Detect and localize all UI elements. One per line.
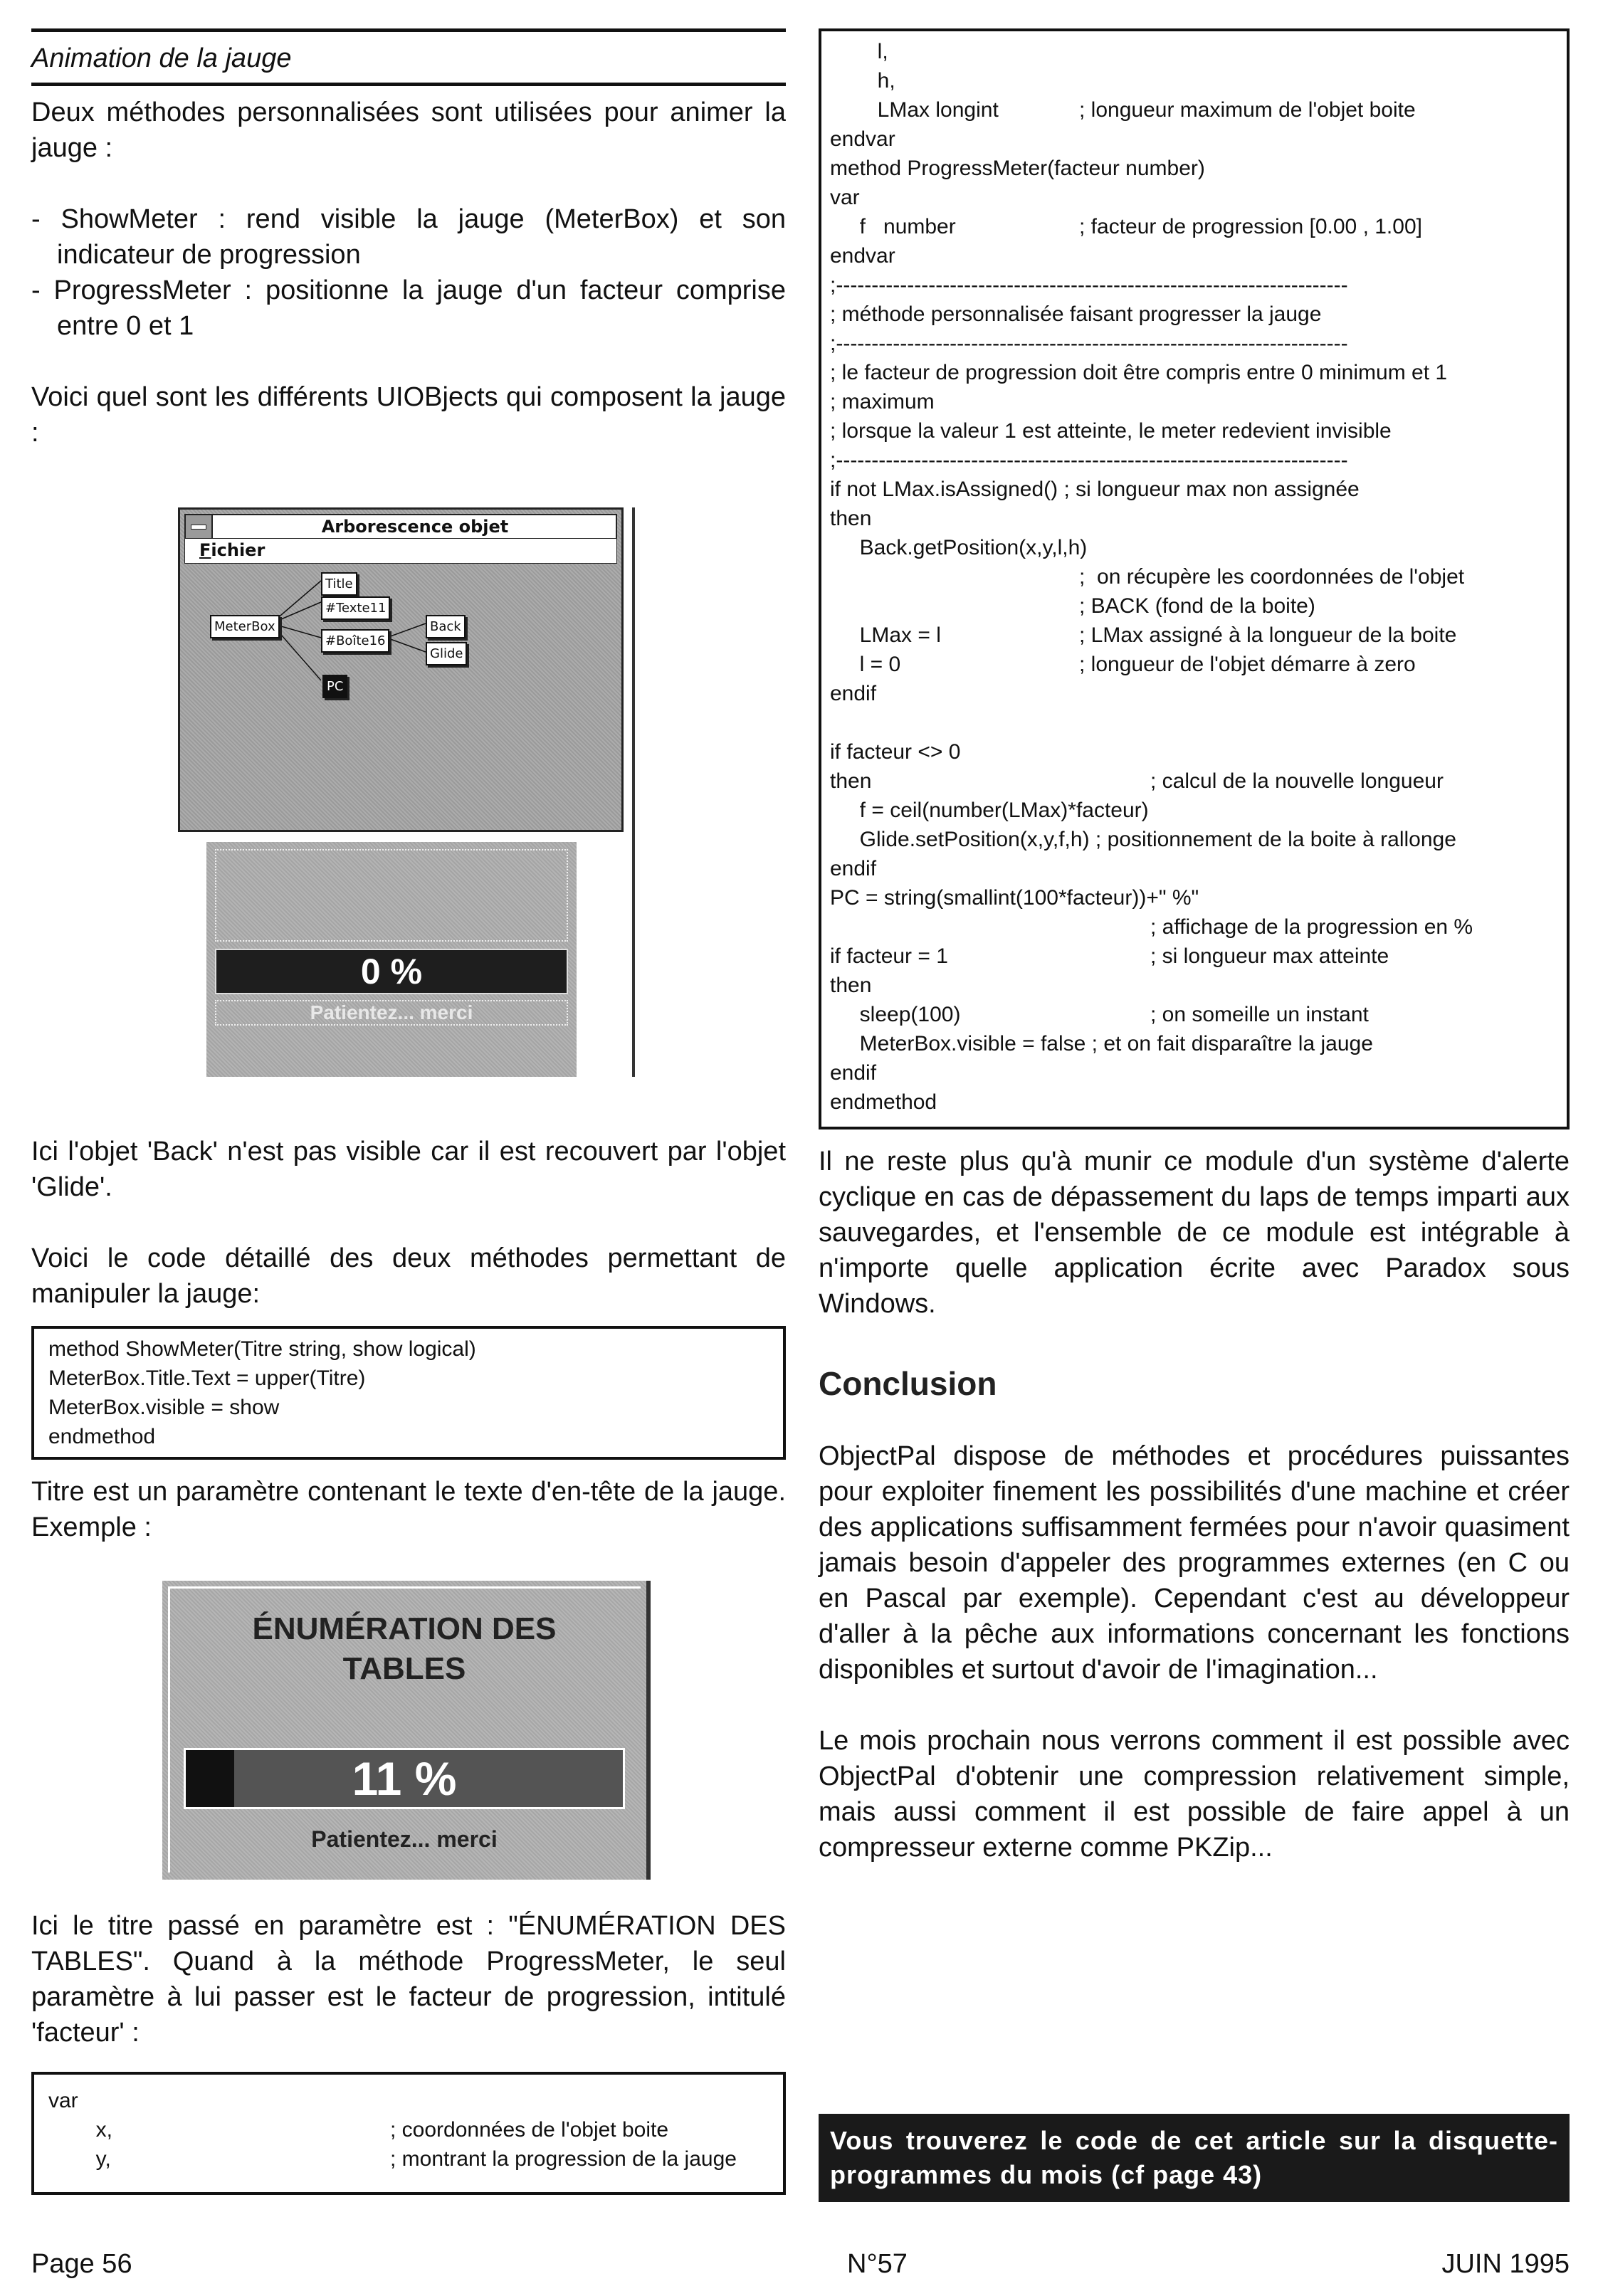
code-line xyxy=(830,329,1558,358)
code-line xyxy=(830,241,1558,270)
tree-connectors xyxy=(180,510,621,830)
code-text: endif xyxy=(830,857,877,880)
example-meter-percent: 11 % xyxy=(352,1752,457,1805)
example-meter-bar xyxy=(184,1748,625,1809)
code-line xyxy=(830,66,1558,95)
code-text: MeterBox.visible = false ; et on fait disparaître la jauge xyxy=(830,1032,1373,1055)
code-line xyxy=(830,270,1558,300)
code-line xyxy=(830,737,1558,767)
code-text: f number xyxy=(830,215,956,238)
code-comment: ; on someille un instant xyxy=(1150,1003,1369,1026)
code-text: if not LMax.isAssigned() ; si longueur max non assignée xyxy=(830,478,1360,501)
code-comment: ; BACK (fond de la boite) xyxy=(1079,594,1315,618)
meter-preview xyxy=(206,842,577,1077)
code-line xyxy=(830,504,1558,533)
code-text: h, xyxy=(830,69,895,93)
conclusion-paragraph-2: Le mois prochain nous verrons comment il est possible avec ObjectPal d'obtenir une compression relativement simple, mais aussi comment il est possible de faire appel à un compresseur externe comme PKZip... xyxy=(819,1726,1570,1863)
code-text: endif xyxy=(830,682,877,705)
footer-date: JUIN 1995 xyxy=(1441,2249,1570,2279)
code-text: LMax = l xyxy=(830,623,941,647)
code-comment: ; longueur de l'objet démarre à zero xyxy=(1079,653,1416,676)
code-line xyxy=(830,767,1558,796)
code-text xyxy=(830,562,1079,591)
code-text: if facteur = 1 xyxy=(830,944,948,968)
node-pc[interactable]: PC xyxy=(322,675,347,698)
code-text: ; maximum xyxy=(830,390,935,414)
meter-percent: 0 % xyxy=(360,952,423,991)
conclusion-heading: Conclusion xyxy=(819,1365,997,1402)
code-text: Glide.setPosition(x,y,f,h) ; positionnement de la boite à rallonge xyxy=(830,828,1456,851)
code-text xyxy=(830,708,836,737)
code-comment: ; longueur maximum de l'objet boite xyxy=(1079,98,1416,122)
code-text: endmethod xyxy=(830,1090,937,1114)
code-text: l, xyxy=(830,40,888,63)
bullet-progressmeter: - ProgressMeter : positionne la jauge d'un facteur comprise entre 0 et 1 xyxy=(31,275,786,341)
code-line xyxy=(830,971,1558,1000)
node-glide[interactable]: Glide xyxy=(426,642,467,665)
code-line: MeterBox.visible = show xyxy=(48,1396,280,1419)
code-line xyxy=(830,1088,1558,1117)
code-text: endvar xyxy=(830,244,895,268)
code-comment: ; montrant la progression de la jauge xyxy=(390,2147,737,2171)
code-line xyxy=(830,95,1558,125)
code-text: ;------------------------------------------------------------------------ xyxy=(830,273,1348,297)
conclusion-paragraph-1: ObjectPal dispose de méthodes et procédures puissantes pour exploiter finement les possibilités d'une machine et créer des applications suffisamment fermées pour n'avoir quasiment jamais besoin d'appeler des programmes externes (en C ou en Pascal par exemple). Cependant c'est au développeur d'aller à la pêche aux informations concernant les fonctions disponibles et surtout d'avoir de l'imagination... xyxy=(819,1441,1570,1685)
code-line xyxy=(830,1029,1558,1058)
code-line xyxy=(830,300,1558,329)
code-line xyxy=(830,708,1558,737)
code-text: l = 0 xyxy=(830,653,901,676)
intro-paragraph: Deux méthodes personnalisées sont utilisées pour animer la jauge : xyxy=(31,98,786,163)
code-text: then xyxy=(830,507,872,530)
code-text xyxy=(830,912,1150,942)
code-text: ; le facteur de progression doit être compris entre 0 minimum et 1 xyxy=(830,361,1448,384)
code-line xyxy=(830,1000,1558,1029)
code-line xyxy=(830,475,1558,504)
code-line xyxy=(830,621,1558,650)
param-note: Ici le titre passé en paramètre est : "ÉNUMÉRATION DES TABLES". Quand à la méthode ProgressMeter, le seul paramètre à lui passer est le facteur de progression, intitulé 'facteur' : xyxy=(31,1911,786,2048)
node-texte11[interactable]: #Texte11 xyxy=(321,596,390,620)
example-meter-title: ÉNUMÉRATION DES TABLES xyxy=(252,1611,557,1686)
code-text: ;------------------------------------------------------------------------ xyxy=(830,332,1348,355)
example-meter-figure xyxy=(162,1581,651,1880)
node-title[interactable]: Title xyxy=(321,572,357,596)
code-line xyxy=(830,591,1558,621)
code-line xyxy=(830,796,1558,825)
code-text: f = ceil(number(LMax)*facteur) xyxy=(830,799,1149,822)
meter-footer: Patientez... merci xyxy=(215,1000,568,1026)
right-column xyxy=(819,28,1570,2189)
code-comment: ; LMax assigné à la longueur de la boite xyxy=(1079,623,1457,647)
code-comment: ; calcul de la nouvelle longueur xyxy=(1150,769,1444,793)
bullet-showmeter: - ShowMeter : rend visible la jauge (MeterBox) et son indicateur de progression xyxy=(31,204,786,270)
code-line xyxy=(48,2144,769,2174)
code-line xyxy=(830,533,1558,562)
uiobjects-intro: Voici quel sont les différents UIOBjects qui composent la jauge : xyxy=(31,382,786,448)
code-line: method ShowMeter(Titre string, show logical) xyxy=(48,1337,476,1361)
edge-boite16-glide xyxy=(387,638,426,652)
footer-page: Page 56 xyxy=(31,2249,132,2279)
var-code-block xyxy=(31,2072,786,2195)
meter-title-area xyxy=(215,849,568,942)
code-intro: Voici le code détaillé des deux méthodes permettant de manipuler la jauge: xyxy=(31,1243,786,1309)
code-text: ; méthode personnalisée faisant progresser la jauge xyxy=(830,302,1322,326)
code-line xyxy=(830,650,1558,679)
progressmeter-code-block xyxy=(819,28,1570,1129)
titre-note: Titre est un paramètre contenant le texte d'en-tête de la jauge. Exemple : xyxy=(31,1477,786,1542)
code-line: MeterBox.Title.Text = upper(Titre) xyxy=(48,1366,366,1390)
code-text: method ProgressMeter(facteur number) xyxy=(830,157,1205,180)
object-tree-figure xyxy=(178,507,634,1084)
code-line xyxy=(830,1058,1558,1088)
footer-issue: N°57 xyxy=(847,2249,908,2279)
methods-list xyxy=(31,201,786,344)
code-line xyxy=(830,883,1558,912)
code-comment: ; si longueur max atteinte xyxy=(1150,944,1389,968)
code-line xyxy=(830,562,1558,591)
code-text: Back.getPosition(x,y,l,h) xyxy=(830,536,1088,559)
code-text: ;------------------------------------------------------------------------ xyxy=(830,448,1348,472)
code-line xyxy=(830,416,1558,446)
code-text: x, xyxy=(48,2118,113,2142)
code-text: endif xyxy=(830,1061,877,1085)
figure-right-bar xyxy=(632,507,635,1077)
code-text: if facteur <> 0 xyxy=(830,740,961,764)
diskette-banner: Vous trouverez le code de cet article sur la disquette-programmes du mois (cf page 43) xyxy=(819,2114,1570,2202)
left-column xyxy=(31,28,786,2195)
code-text: var xyxy=(48,2089,78,2112)
code-text: y, xyxy=(48,2147,111,2171)
code-line xyxy=(830,154,1558,183)
back-note: Ici l'objet 'Back' n'est pas visible car il est recouvert par l'objet 'Glide'. xyxy=(31,1137,786,1202)
code-line xyxy=(830,212,1558,241)
code-line xyxy=(830,37,1558,66)
code-text: sleep(100) xyxy=(830,1003,961,1026)
code-line xyxy=(48,2115,769,2144)
menu-fichier-accel: F xyxy=(199,540,211,560)
code-text: PC = string(smallint(100*facteur))+" %" xyxy=(830,886,1199,910)
code-text: ; lorsque la valeur 1 est atteinte, le meter redevient invisible xyxy=(830,419,1392,443)
code-line xyxy=(830,679,1558,708)
code-line xyxy=(830,446,1558,475)
code-line xyxy=(830,358,1558,387)
code-line xyxy=(830,942,1558,971)
code-text: LMax longint xyxy=(830,98,999,122)
code-text: endvar xyxy=(830,127,895,151)
code-comment: ; facteur de progression [0.00 , 1.00] xyxy=(1079,215,1422,238)
code-comment: ; on récupère les coordonnées de l'objet xyxy=(1079,565,1465,589)
code-line xyxy=(830,854,1558,883)
code-line: endmethod xyxy=(48,1425,156,1448)
code-line xyxy=(830,387,1558,416)
code-line xyxy=(830,825,1558,854)
menu-fichier-label: ichier xyxy=(211,540,266,560)
code-comment: ; affichage de la progression en % xyxy=(1150,915,1473,939)
code-line xyxy=(830,183,1558,212)
node-meterbox[interactable]: MeterBox xyxy=(210,615,280,638)
code-line xyxy=(830,912,1558,942)
edge-boite16-back xyxy=(387,623,426,638)
code-text xyxy=(830,591,1079,621)
code-comment: ; coordonnées de l'objet boite xyxy=(390,2118,669,2142)
code-text: var xyxy=(830,186,860,209)
code-line xyxy=(830,125,1558,154)
showmeter-code-block xyxy=(31,1326,786,1460)
window-title: Arborescence objet xyxy=(321,517,509,537)
section-title: Animation de la jauge xyxy=(31,43,292,73)
meter-bar xyxy=(215,949,568,994)
code-text: then xyxy=(830,769,872,793)
node-boite16[interactable]: #Boîte16 xyxy=(321,629,389,653)
code-text: then xyxy=(830,974,872,997)
node-back[interactable]: Back xyxy=(426,615,466,638)
code-line xyxy=(48,2086,769,2115)
tree-window xyxy=(178,507,624,832)
example-meter-footer: Patientez... merci xyxy=(311,1826,498,1852)
closing-paragraph: Il ne reste plus qu'à munir ce module d'un système d'alerte cyclique en cas de dépassement du laps de temps imparti aux sauvegardes, et l'ensemble de ce module est intégrable à n'importe quelle application écrite avec Paradox sous Windows. xyxy=(819,1147,1570,1319)
